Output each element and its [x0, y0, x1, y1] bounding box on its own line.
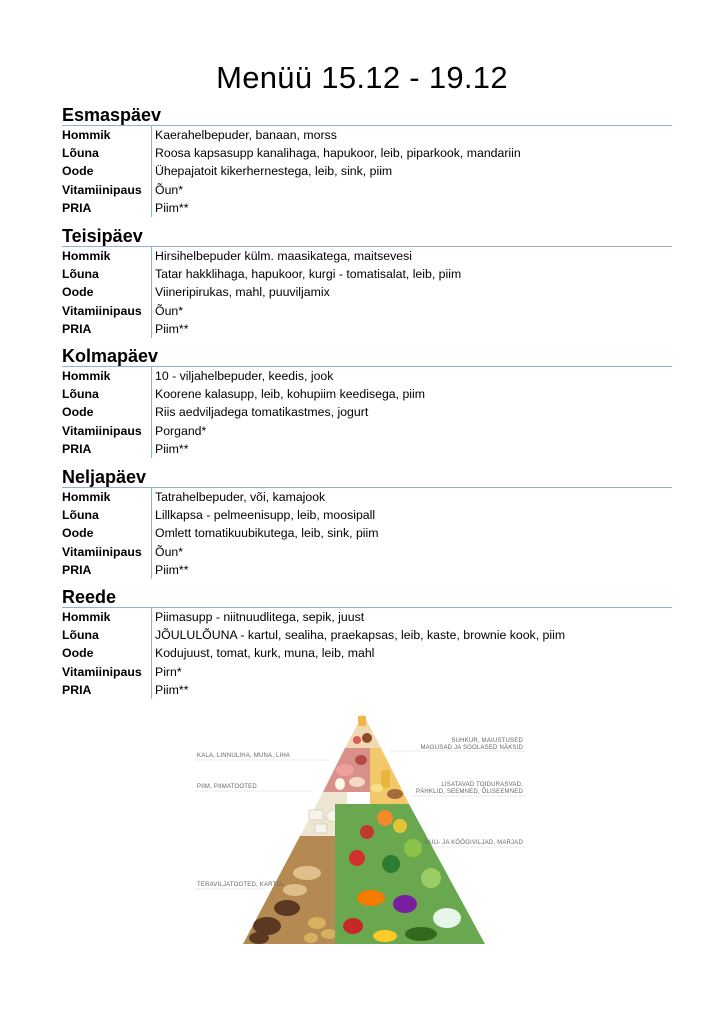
meal-value: Ühepajatoit kikerhernestega, leib, sink, piim	[151, 162, 392, 180]
day-title: Reede	[62, 586, 672, 608]
meal-label: Hommik	[62, 128, 111, 142]
meal-value: Pirn*	[151, 663, 182, 681]
menu-row	[62, 608, 672, 626]
meal-value: Tatrahelbepuder, või, kamajook	[151, 488, 325, 506]
page-title: Menüü 15.12 - 19.12	[216, 60, 508, 95]
meal-label: Lõuna	[62, 146, 99, 161]
meal-label: Oode	[62, 164, 94, 179]
meal-value: JÕULULÕUNA - kartul, sealiha, praekapsas, leib, kaste, brownie kook, piim	[151, 626, 565, 644]
label-meat: KALA, LINNULIHA, MUNA, LIHA	[197, 753, 291, 759]
meal-value: Piim**	[151, 440, 188, 458]
day-block-tuesday	[62, 225, 672, 338]
label-fruits: PUU- JA KÖÖGIVILJAD, MARJAD	[424, 840, 523, 846]
menu-row	[62, 199, 672, 217]
menu-row	[62, 247, 672, 265]
meal-value: Viineripirukas, mahl, puuviljamix	[151, 283, 330, 301]
meal-value: Õun*	[151, 543, 183, 561]
menu-row	[62, 403, 672, 421]
menu-row	[62, 626, 672, 644]
meal-label: Vitamiinipaus	[62, 303, 142, 318]
meal-value: Õun*	[151, 302, 183, 320]
label-milk: PIIM, PIIMATOOTED	[197, 784, 257, 790]
meal-label: Hommik	[62, 249, 111, 263]
meal-label: Oode	[62, 526, 94, 541]
menu-row	[62, 126, 672, 144]
menu-row	[62, 506, 672, 524]
meal-value: 10 - viljahelbepuder, keedis, jook	[151, 367, 333, 385]
menu-row	[62, 663, 672, 681]
menu-row	[62, 681, 672, 699]
meal-label: Oode	[62, 285, 94, 300]
meal-label: Oode	[62, 405, 94, 420]
menu-row	[62, 367, 672, 385]
menu-row	[62, 644, 672, 662]
meal-value: Riis aedviljadega tomatikastmes, jogurt	[151, 403, 368, 421]
meal-label: Hommik	[62, 490, 111, 504]
day-block-wednesday	[62, 345, 672, 458]
meal-value: Koorene kalasupp, leib, kohupiim keedisega, piim	[151, 385, 425, 403]
meal-value: Porgand*	[151, 422, 206, 440]
food-pyramid-image	[195, 708, 525, 953]
meal-label: Vitamiinipaus	[62, 423, 142, 438]
meal-label: Vitamiinipaus	[62, 544, 142, 559]
day-title: Teisipäev	[62, 225, 672, 247]
meal-value: Roosa kapsasupp kanalihaga, hapukoor, leib, piparkook, mandariin	[151, 144, 521, 162]
meal-value: Õun*	[151, 181, 183, 199]
day-title: Esmaspäev	[62, 104, 672, 126]
meal-label: PRIA	[62, 200, 92, 215]
day-block-thursday	[62, 466, 672, 579]
label-grains: TERAVILJATOOTED, KARTUL	[197, 882, 285, 888]
meal-value: Piim**	[151, 681, 188, 699]
menu-row	[62, 524, 672, 542]
meal-label: PRIA	[62, 321, 92, 336]
menu-row	[62, 302, 672, 320]
menu-row	[62, 422, 672, 440]
menu-row	[62, 144, 672, 162]
label-fats-1: LISATAVAD TOIDURASVAD,	[441, 782, 523, 788]
label-fats-2: PÄHKLID, SEEMNED, ÕLISEEMNED	[416, 789, 523, 795]
menu-row	[62, 162, 672, 180]
meal-label: Hommik	[62, 369, 111, 383]
meal-value: Piim**	[151, 561, 188, 579]
menu-row	[62, 440, 672, 458]
meal-value: Kaerahelbepuder, banaan, morss	[151, 126, 337, 144]
menu-row	[62, 543, 672, 561]
meal-label: Vitamiinipaus	[62, 664, 142, 679]
meal-label: Lõuna	[62, 628, 99, 643]
meal-label: Lõuna	[62, 508, 99, 523]
meal-label: Lõuna	[62, 267, 99, 282]
meal-label: PRIA	[62, 562, 92, 577]
meal-value: Lillkapsa - pelmeenisupp, leib, moosipall	[151, 506, 375, 524]
meal-label: Hommik	[62, 610, 111, 624]
day-block-monday	[62, 104, 672, 217]
meal-value: Piim**	[151, 199, 188, 217]
menu-row	[62, 283, 672, 301]
meal-label: Oode	[62, 646, 94, 661]
meal-value: Omlett tomatikuubikutega, leib, sink, piim	[151, 524, 379, 542]
meal-value: Tatar hakklihaga, hapukoor, kurgi - tomatisalat, leib, piim	[151, 265, 461, 283]
meal-label: PRIA	[62, 441, 92, 456]
day-block-friday	[62, 586, 672, 699]
day-title: Kolmapäev	[62, 345, 672, 367]
menu-row	[62, 181, 672, 199]
meal-value: Hirsihelbepuder külm. maasikatega, maitsevesi	[151, 247, 412, 265]
meal-label: PRIA	[62, 682, 92, 697]
menu-row	[62, 385, 672, 403]
menu-row	[62, 265, 672, 283]
meal-label: Lõuna	[62, 387, 99, 402]
label-sweets-1: SUHKUR, MAIUSTUSED	[451, 738, 523, 744]
meal-label: Vitamiinipaus	[62, 182, 142, 197]
label-sweets-2: MAGUSAD JA SOOLASED NÄKSID	[420, 745, 523, 751]
meal-value: Kodujuust, tomat, kurk, muna, leib, mahl	[151, 644, 374, 662]
day-title: Neljapäev	[62, 466, 672, 488]
menu-row	[62, 320, 672, 338]
meal-value: Piimasupp - niitnuudlitega, sepik, juust	[151, 608, 364, 626]
meal-value: Piim**	[151, 320, 188, 338]
menu-row	[62, 561, 672, 579]
menu-row	[62, 488, 672, 506]
